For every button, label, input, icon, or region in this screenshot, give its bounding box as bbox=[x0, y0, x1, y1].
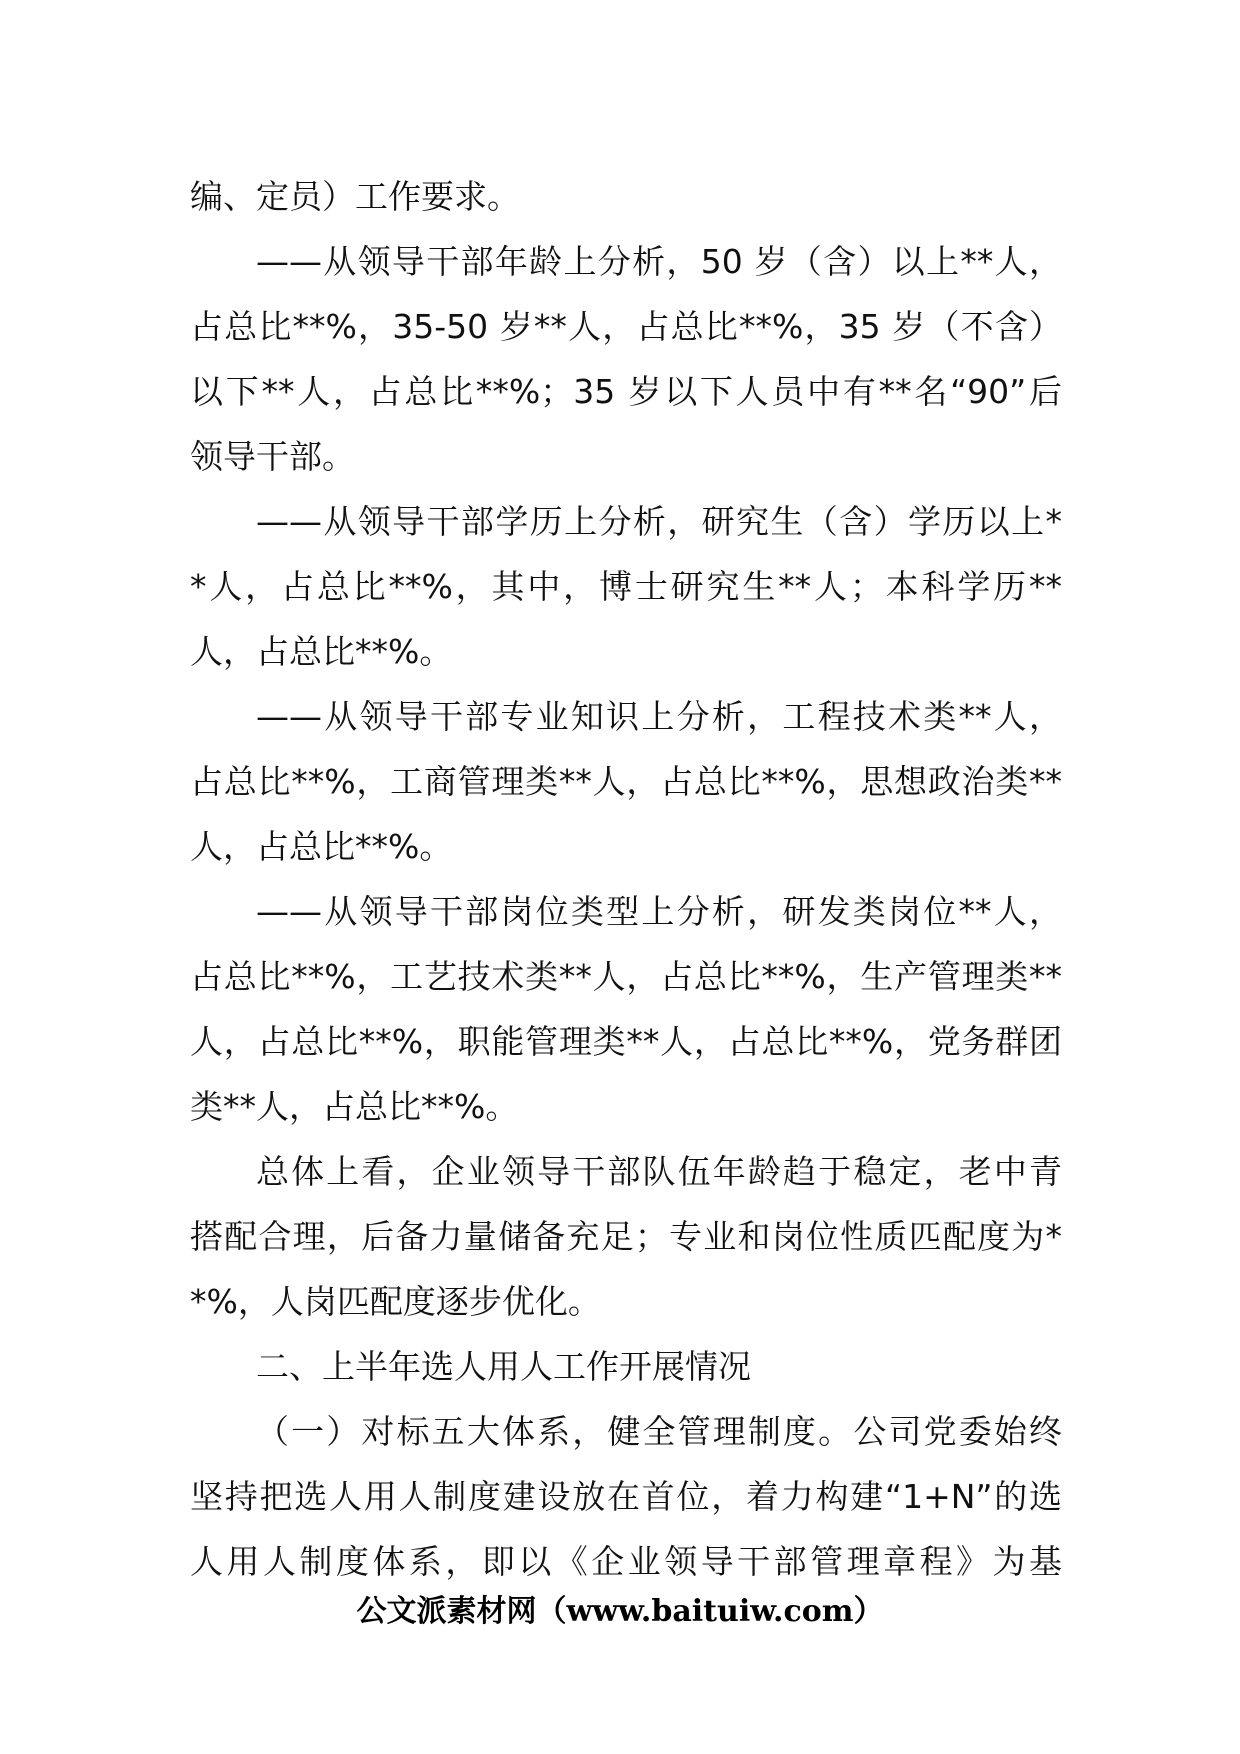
text-line-16: 总体上看，企业领导干部队伍年龄趋于稳定，老中青 bbox=[256, 1152, 1062, 1191]
text-line-8: 人，占总比**%。 bbox=[190, 632, 453, 671]
text-line-3: 占总比**%，35-50 岁**人，占总比**%，35 岁（不含） bbox=[190, 307, 1062, 346]
text-line-22: 人用人制度体系，即以《企业领导干部管理章程》为基 bbox=[190, 1542, 1062, 1581]
text-line-10: 占总比**%，工商管理类**人，占总比**%，思想政治类** bbox=[190, 762, 1062, 801]
text-line-13: 占总比**%，工艺技术类**人，占总比**%，生产管理类** bbox=[190, 957, 1062, 996]
footer-watermark-text: 公文派素材网（www.baituiw.com） bbox=[356, 1594, 884, 1629]
text-line-4: 以下**人，占总比**%；35 岁以下人员中有**名“90”后 bbox=[190, 372, 1062, 411]
text-line-6: ——从领导干部学历上分析，研究生（含）学历以上* bbox=[256, 502, 1062, 541]
document-body bbox=[190, 164, 1062, 1594]
text-line-18: *%，人岗匹配度逐步优化。 bbox=[190, 1282, 601, 1321]
text-line-7: *人，占总比**%，其中，博士研究生**人；本科学历** bbox=[190, 567, 1062, 606]
text-line-17: 搭配合理，后备力量储备充足；专业和岗位性质匹配度为* bbox=[190, 1217, 1062, 1256]
section-heading: 二、上半年选人用人工作开展情况 bbox=[256, 1347, 751, 1386]
text-line-5: 领导干部。 bbox=[190, 437, 355, 476]
text-line-11: 人，占总比**%。 bbox=[190, 827, 453, 866]
text-line-21: 坚持把选人用人制度建设放在首位，着力构建“1+N”的选 bbox=[190, 1477, 1062, 1516]
text-line-12: ——从领导干部岗位类型上分析，研发类岗位**人， bbox=[256, 892, 1062, 931]
text-line-15: 类**人，占总比**%。 bbox=[190, 1087, 519, 1126]
text-line-20: （一）对标五大体系，健全管理制度。公司党委始终 bbox=[256, 1412, 1062, 1451]
text-line-9: ——从领导干部专业知识上分析，工程技术类**人， bbox=[256, 697, 1062, 736]
text-line-1: 编、定员）工作要求。 bbox=[190, 177, 520, 216]
text-line-2: ——从领导干部年龄上分析，50 岁（含）以上**人， bbox=[256, 242, 1062, 281]
text-line-14: 人，占总比**%，职能管理类**人，占总比**%，党务群团 bbox=[190, 1022, 1062, 1061]
